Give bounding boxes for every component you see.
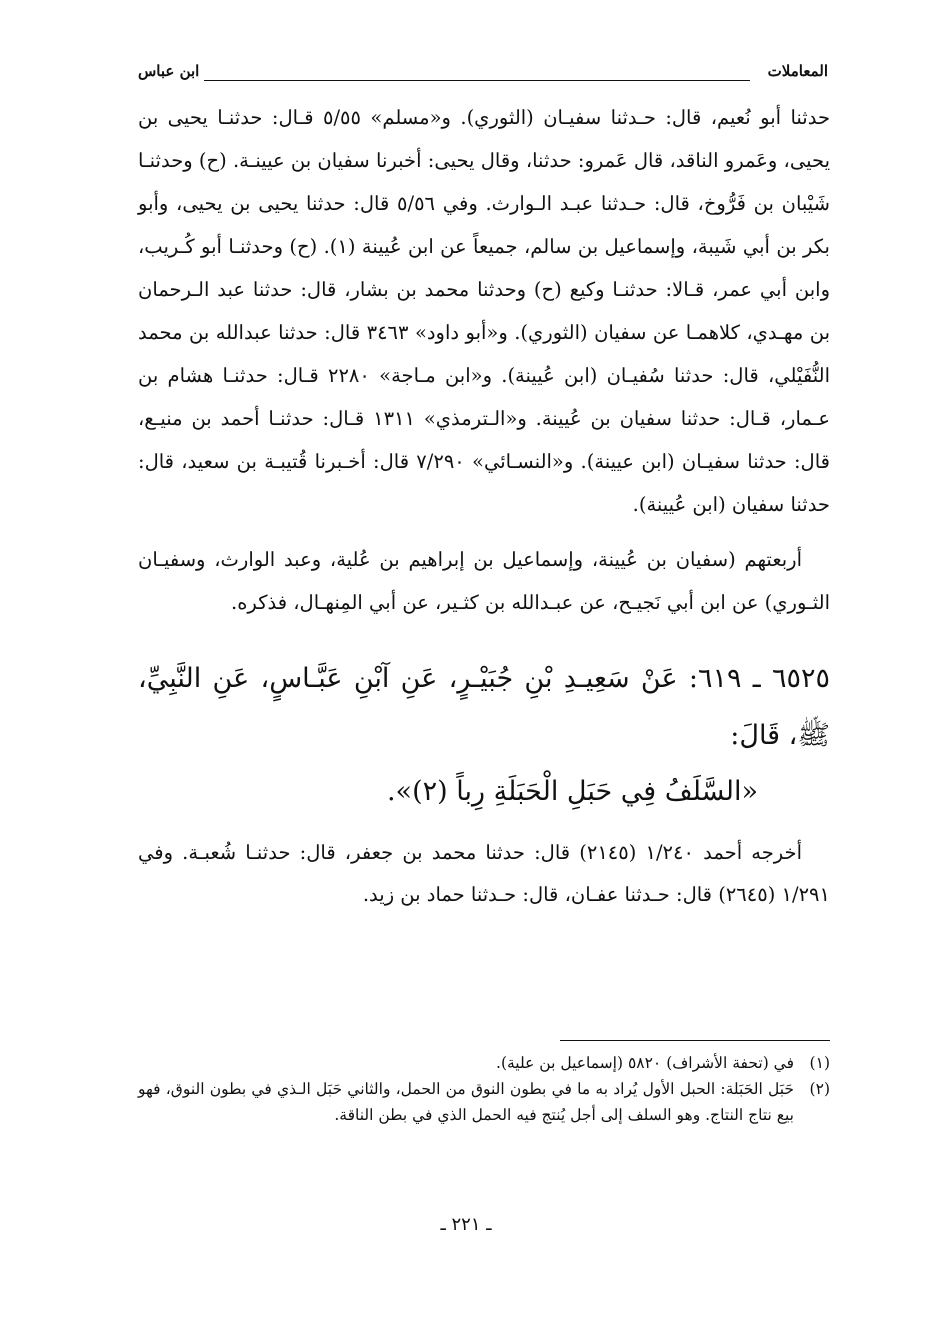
footnotes — [138, 1050, 830, 1128]
footnote-text: حَبَل الحَبَلة: الحبل الأول يُراد به ما في بطون النوق من الحمل، والثاني حَبَل الـذي في بطون النوق، فهو بيع نتاج النتاج. وهو السلف إلى أجل يُنتج فيه الحمل الذي في بطن الناقة. — [138, 1080, 794, 1124]
footnote-rule — [560, 1040, 830, 1041]
running-header — [138, 62, 828, 92]
hadith-text: ٦٥٢٥ ـ ٦١٩: عَنْ سَعِيـدِ بْنِ جُبَيْـرٍ، عَنِ آبْنِ عَبَّـاسٍ، عَنِ النَّبِيِّ، ﷺ، قَالَ: — [138, 663, 830, 751]
page-number: ـ ٢٢١ ـ — [440, 1214, 492, 1235]
hadith-quote: «السَّلَفُ فِي حَبَلِ الْحَبَلَةِ رِباً (٢)». — [386, 776, 758, 807]
footnote-number: (٢) — [809, 1080, 830, 1098]
header-narrator-title: ابن عباس — [138, 62, 200, 80]
footnote-text: في (تحفة الأشراف) ٥٨٢٠ (إسماعيل بن علية). — [496, 1054, 794, 1072]
footnote-number: (١) — [809, 1054, 830, 1072]
main-text — [138, 96, 830, 916]
takhrij-paragraph: أخرجه أحمد ١/٢٤٠ (٢١٤٥) قال: حدثنا محمد بن جعفر، قال: حدثنـا شُعبـة. وفي ١/٢٩١ (٢٦٤٥) قال: حـدثنا عفـان، قال: حـدثنا حماد بن زيد. — [138, 841, 830, 906]
header-section-title: المعاملات — [767, 62, 828, 80]
footnote-2 — [138, 1076, 830, 1128]
summary-paragraph: أربعتهم (سفيان بن عُيينة، وإسماعيل بن إبراهيم بن عُلية، وعبد الوارث، وسفيـان الثـوري) عن ابن أبي نَجيـح، عن عبـدالله بن كثـير، عن أبي المِنهـال، فذكره. — [138, 548, 830, 614]
header-rule — [204, 80, 750, 81]
footnote-1 — [138, 1050, 830, 1076]
isnad-paragraph: حدثنا أبو نُعيم، قال: حـدثنا سفيـان (الثوري). و«مسلم» ٥/٥٥ قـال: حدثنـا يحيى بن يحيى، وعَمرو الناقد، قال عَمرو: حدثنا، وقال يحيى: أخبرنا سفيان بن عيينـة. (ح) وحدثنـا شَيْبان بن فَرُّوخ، قال: حـدثنا عبـد الـوارث. وفي ٥/٥٦ قال: حدثنا يحيى بن يحيى، وأبو بكر بن أبي شَيبة، وإسماعيل بن سالم، جميعاً عن ابن عُيينة (١). (ح) وحدثنـا أبو كُـريب، وابن أبي عمر، قـالا: حدثنـا وكيع (ح) وحدثنا محمد بن بشار، قال: حدثنا عبد الـرحمان بن مهـدي، كلاهمـا عن سفيان (الثوري). و«أبو داود» ٣٤٦٣ قال: حدثنا عبدالله بن محمد النُّفَيْلي، قال: حدثنا سُفيـان (ابن عُيينة). و«ابن مـاجة» ٢٢٨٠ قـال: حدثنـا هشام بن عـمار، قـال: حدثنا سفيان بن عُيينة. و«الـترمذي» ١٣١١ قـال: حدثنـا أحمد بن منيـع، قال: حدثنا سفيـان (ابن عيينة). و«النسـائي» ٧/٢٩٠ قال: أخـبرنا قُتيبـة بن سعيد، قال: حدثنا سفيان (ابن عُيينة). — [138, 106, 831, 516]
